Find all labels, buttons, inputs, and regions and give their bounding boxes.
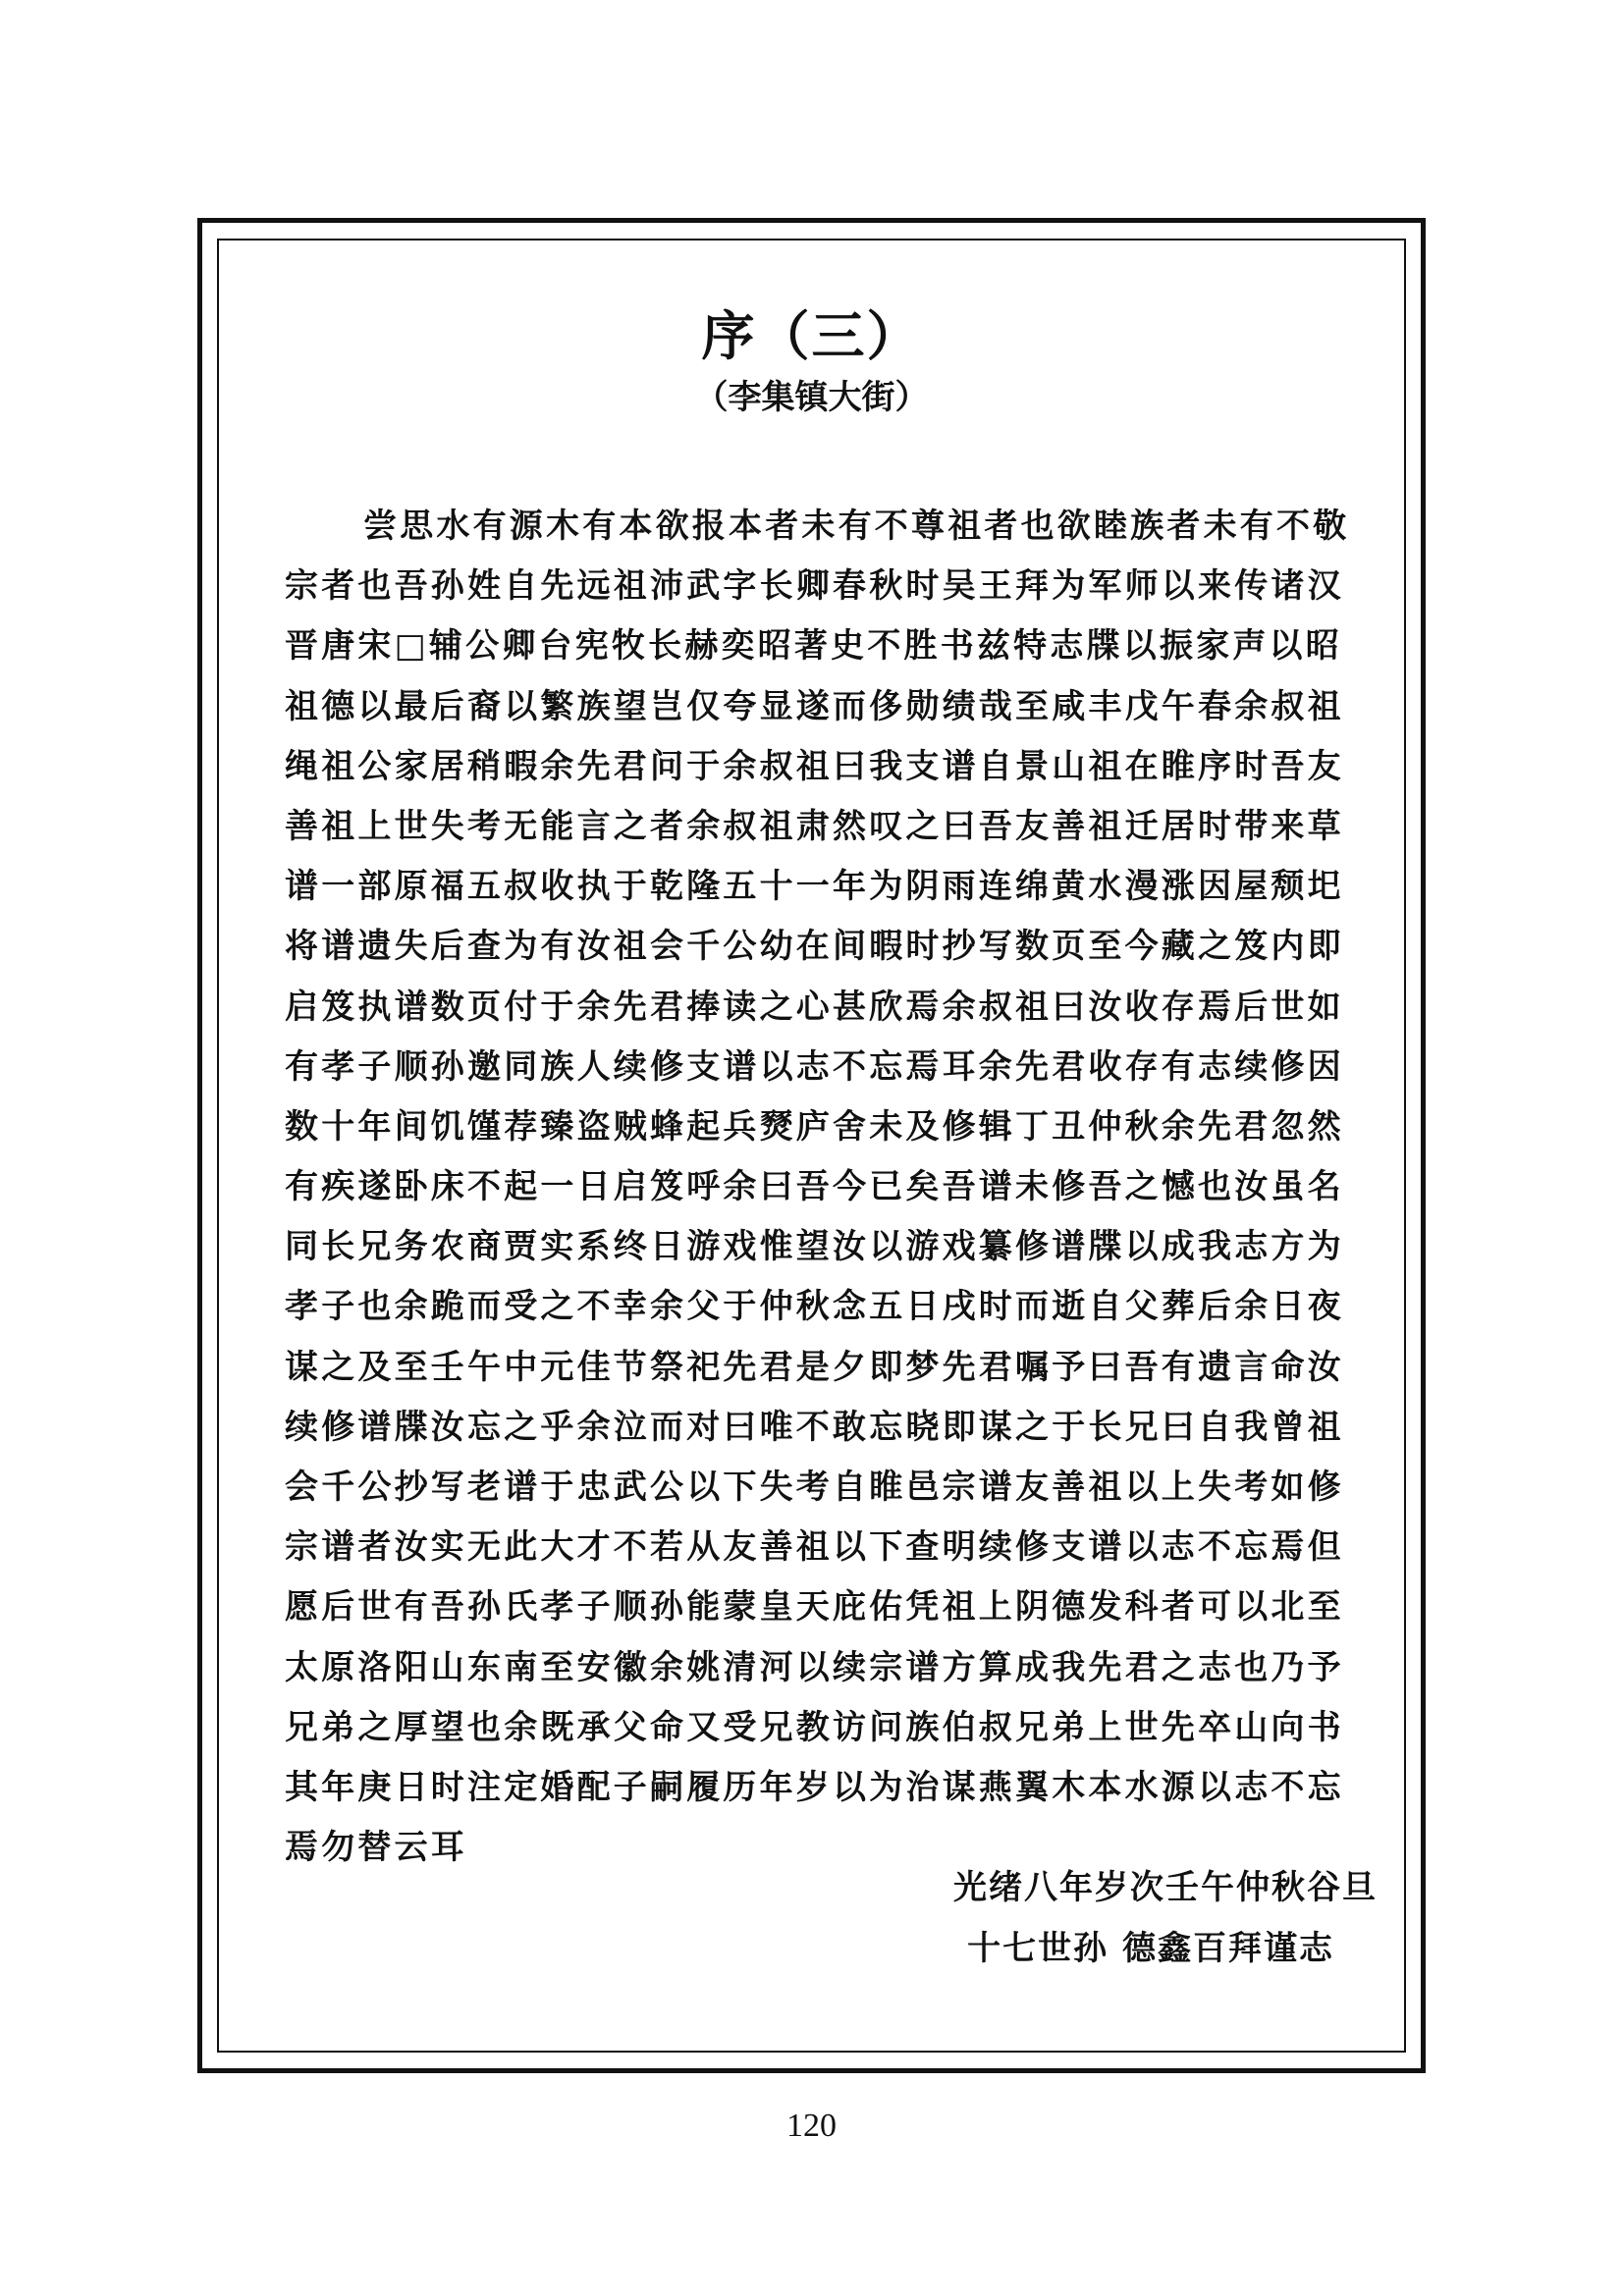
body-line: 数十年间饥馑荐臻盗贼蜂起兵燹庐舍未及修辑丁丑仲秋余先君忽然 <box>285 1106 1344 1147</box>
page-number: 120 <box>786 2108 837 2144</box>
body-line: 太原洛阳山东南至安徽余姚清河以续宗谱方算成我先君之志也乃予 <box>285 1647 1344 1687</box>
body-line: 孝子也余跪而受之不幸余父于仲秋念五日戌时而逝自父葬后余日夜 <box>285 1287 1344 1327</box>
body-line: 续修谱牒汝忘之乎余泣而对曰唯不敢忘晓即谋之于长兄曰自我曾祖 <box>285 1407 1344 1447</box>
page-title: 序（三） <box>701 305 922 367</box>
body-line: 愿后世有吾孙氏孝子顺孙能蒙皇天庇佑凭祖上阴德发科者可以北至 <box>285 1587 1344 1628</box>
body-line: 晋唐宋□辅公卿台宪牧长赫奕昭著史不胜书兹特志牒以振家声以昭 <box>285 626 1342 667</box>
body-line: 焉勿替云耳 <box>285 1828 467 1868</box>
body-line: 谋之及至壬午中元佳节祭祀先君是夕即梦先君嘱予曰吾有遗言命汝 <box>285 1347 1344 1387</box>
body-line: 会千公抄写老谱于忠武公以下失考自睢邑宗谱友善祖以上失考如修 <box>285 1468 1344 1507</box>
body-line: 宗者也吾孙姓自先远祖沛武字长卿春秋时吴王拜为军师以来传诸汉 <box>285 566 1344 607</box>
body-line: 将谱遗失后查为有汝祖会千公幼在间暇时抄写数页至今藏之笈内即 <box>285 927 1344 967</box>
body-line: 绳祖公家居稍暇余先君问于余叔祖曰我支谱自景山祖在睢序时吾友 <box>285 746 1344 786</box>
body-line: 尝思水有源木有本欲报本者未有不尊祖者也欲睦族者未有不敬 <box>363 507 1350 546</box>
body-line: 宗谱者汝实无此大才不若从友善祖以下查明续修支谱以志不忘焉但 <box>285 1527 1344 1568</box>
body-line: 有疾遂卧床不起一日启笈呼余曰吾今已矣吾谱未修吾之憾也汝虽名 <box>285 1167 1344 1207</box>
body-line: 其年庚日时注定婚配子嗣履历年岁以为治谋燕翼木本水源以志不忘 <box>285 1767 1344 1807</box>
signature-date: 光绪八年岁次壬午仲秋谷旦 <box>953 1868 1378 1907</box>
body-line: 谱一部原福五叔收执于乾隆五十一年为阴雨连绵黄水漫涨因屋颓圯 <box>285 867 1344 907</box>
body-line: 兄弟之厚望也余既承父命又受兄教访问族伯叔兄弟上世先卒山向书 <box>285 1707 1344 1747</box>
page-subtitle: （李集镇大街） <box>694 378 929 417</box>
body-line: 祖德以最后裔以繁族望岂仅夸显遂而侈勋绩哉至咸丰戊午春余叔祖 <box>285 686 1344 726</box>
body-line: 有孝子顺孙邀同族人续修支谱以志不忘焉耳余先君收存有志续修因 <box>285 1046 1344 1087</box>
body-line: 启笈执谱数页付于余先君捧读之心甚欣焉余叔祖曰汝收存焉后世如 <box>285 987 1344 1027</box>
body-line: 善祖上世失考无能言之者余叔祖肃然叹之曰吾友善祖迁居时带来草 <box>285 806 1344 846</box>
signature-author: 十七世孙 德鑫百拜谨志 <box>967 1929 1334 1968</box>
body-line: 同长兄务农商贾实系终日游戏惟望汝以游戏纂修谱牒以成我志方为 <box>285 1227 1344 1267</box>
preface-body <box>285 497 1355 1878</box>
